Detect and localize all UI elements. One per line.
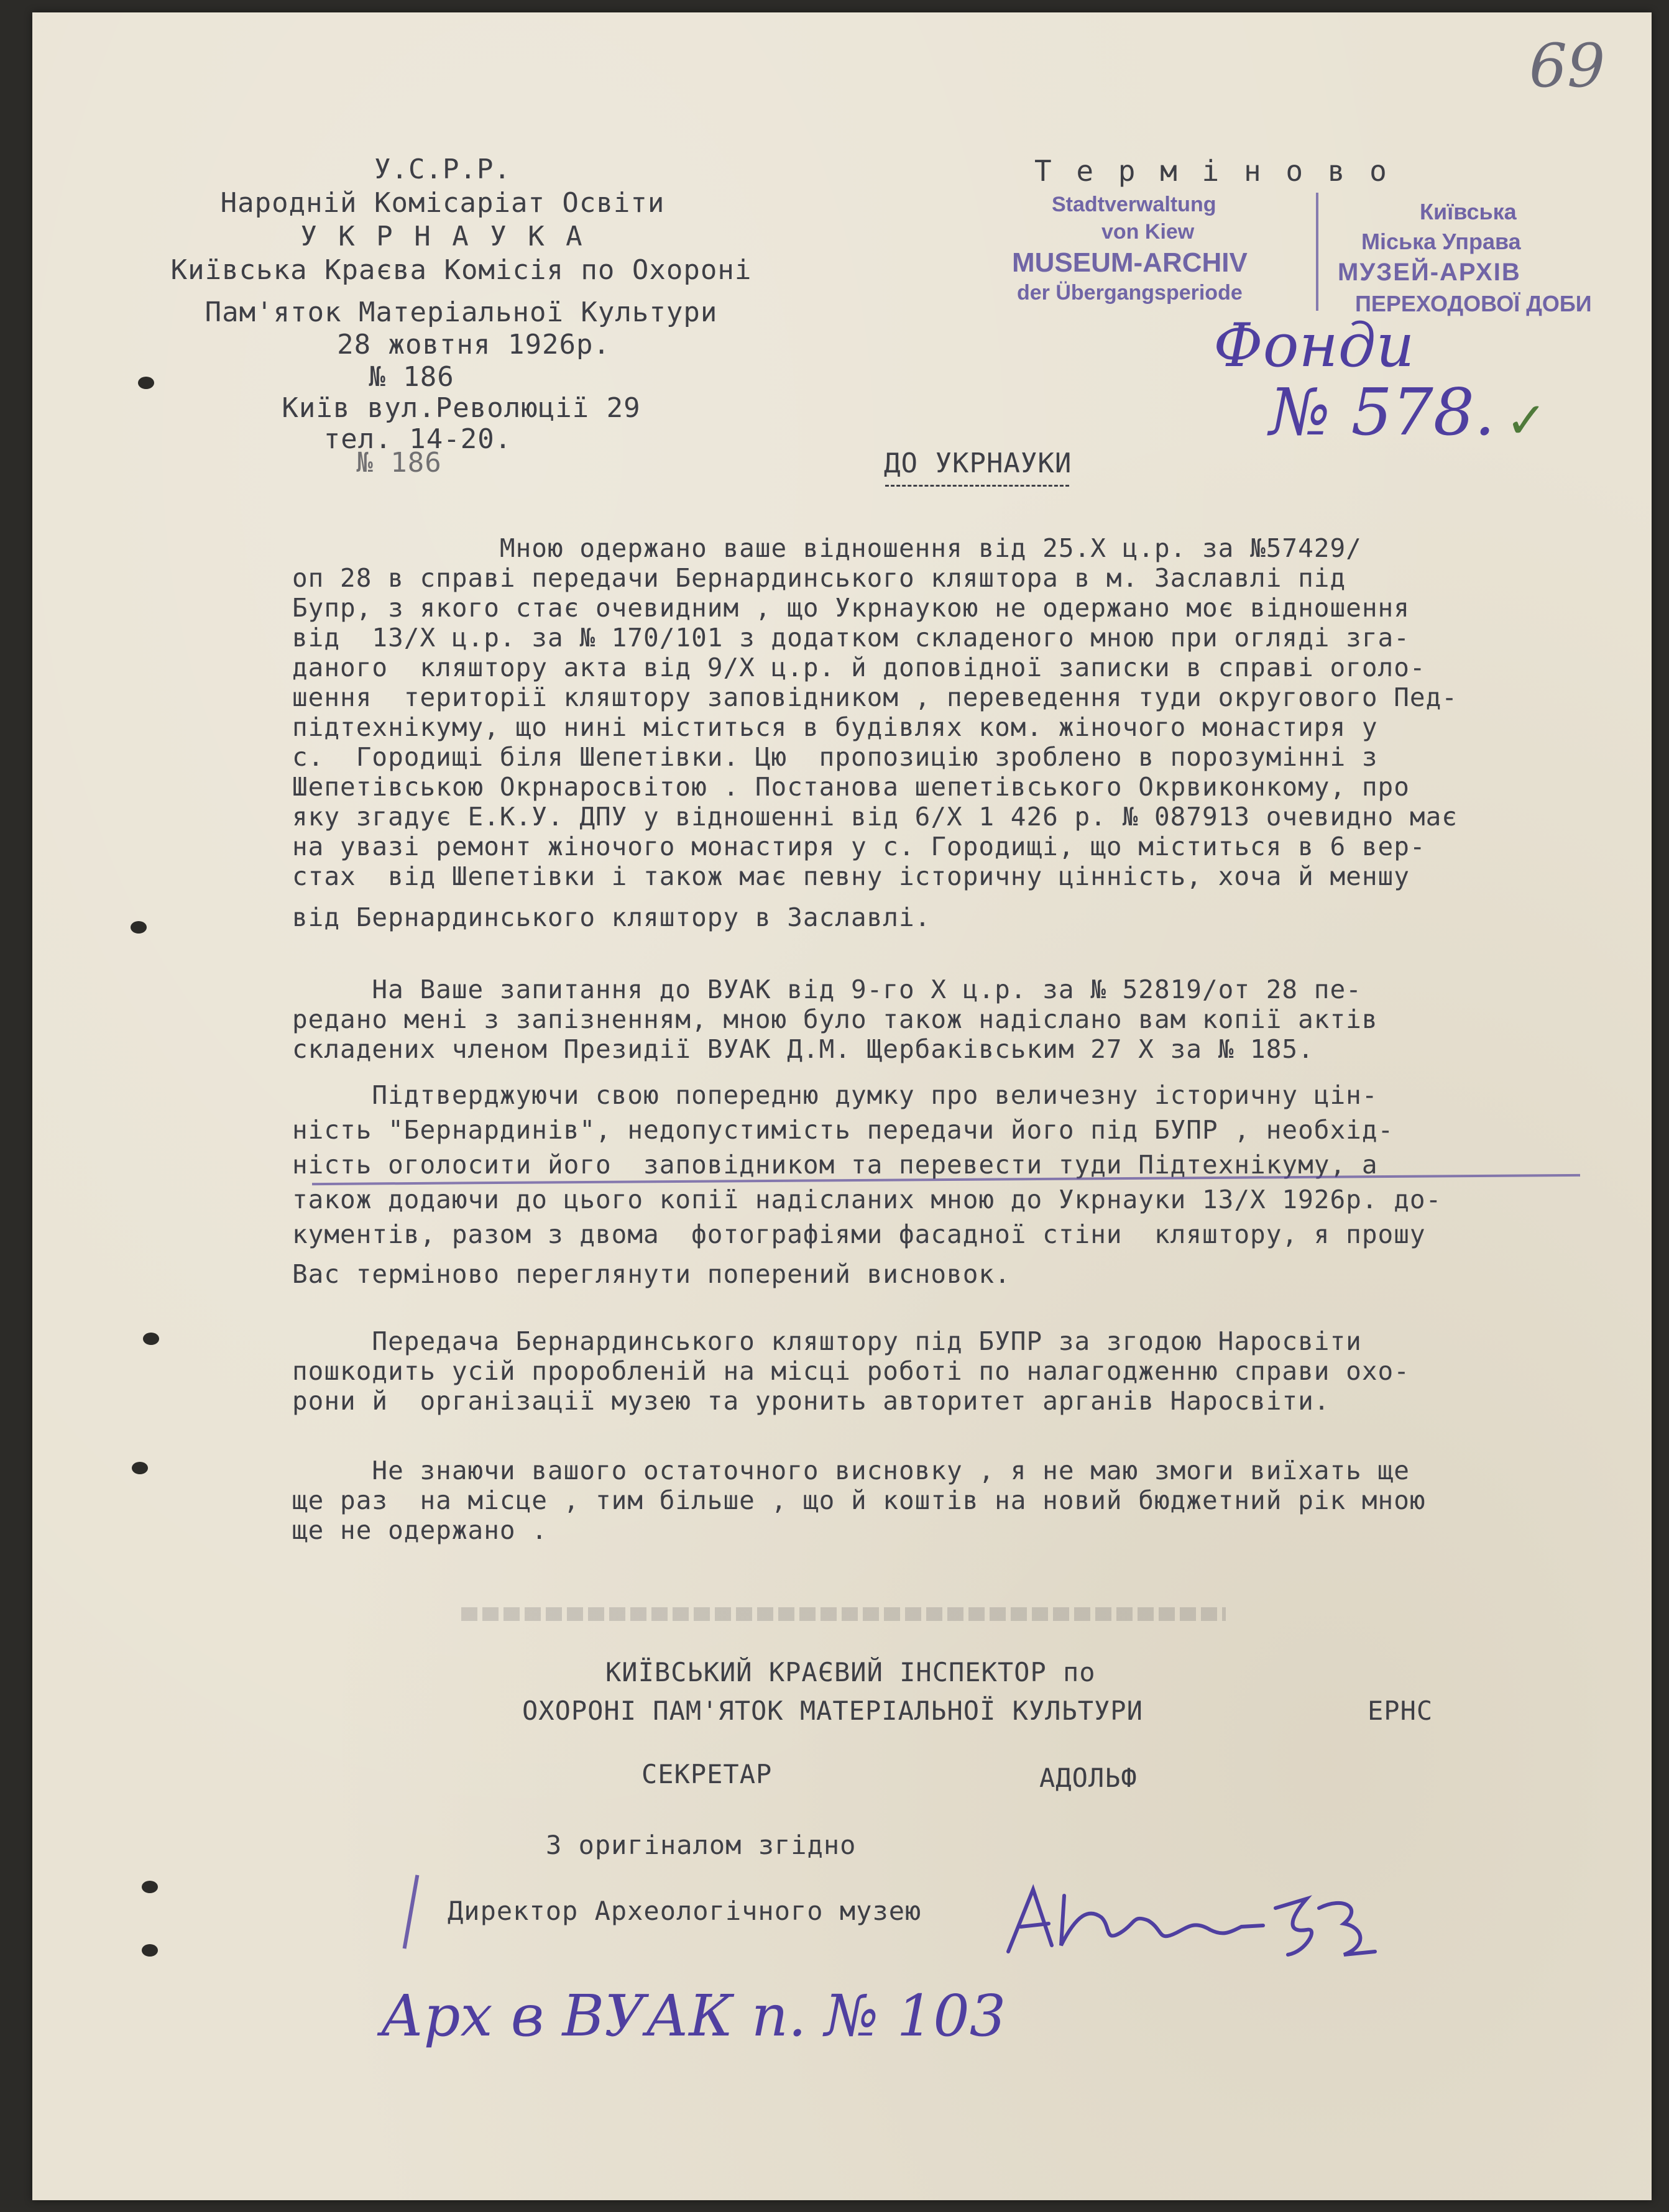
stamp-line: Міська Управа [1361, 229, 1521, 254]
binding-hole [138, 377, 154, 389]
inspector-name: ЕРНС [1368, 1696, 1433, 1726]
body-line: ність оголосити його заповідником та перевести туди Підтехнікуму, а [292, 1150, 1378, 1180]
handwritten-bracket [403, 1875, 420, 1948]
body-line: стах від Шепетівки і також має певну історичну цінність, хоча й меншу [292, 861, 1410, 891]
faint-typed-line [461, 1607, 1226, 1621]
body-line: від Бернардинського кляштору в Заславлі. [292, 902, 931, 932]
letterhead-number-stamped: № 186 [356, 447, 442, 479]
letterhead-number: № 186 [369, 361, 454, 393]
body-line: від 13/Х ц.р. за № 170/101 з додатком складеного мною при огляді зга- [292, 623, 1410, 653]
stamp-line: ПЕРЕХОДОВОЇ ДОБИ [1355, 291, 1592, 316]
body-line: кументів, разом з двома фотографіями фасадної стіни кляштору, я прошу [292, 1219, 1426, 1249]
secretary-name: АДОЛЬФ [1039, 1763, 1138, 1793]
inspector-title-2: ОХОРОНІ ПАМ'ЯТОК МАТЕРІАЛЬНОЇ КУЛЬТУРИ [522, 1696, 1143, 1726]
binding-hole [142, 1881, 158, 1893]
body-line: ще не одержано . [292, 1515, 548, 1545]
binding-hole [132, 1462, 148, 1474]
body-line: Бупр, з якого стає очевидним , що Укрнаукою не одержано моє відношення [292, 593, 1410, 623]
stamp-line: von Kiew [1101, 220, 1195, 244]
letterhead-line: Київська Краєва Комісія по Охороні [170, 254, 752, 286]
page-number: 69 [1529, 31, 1606, 101]
handwritten-fond-number: № 578. [1269, 374, 1496, 450]
body-line: Не знаючи вашого остаточного висновку , я не маю змоги виїхать ще [292, 1456, 1410, 1485]
body-line: На Ваше запитання до ВУАК від 9-го Х ц.р. за № 52819/от 28 пе- [292, 975, 1362, 1004]
body-line: Підтверджуючи свою попередню думку про величезну історичну цін- [292, 1080, 1378, 1110]
body-line: також додаючи до цього копії надісланих мною до Укрнауки 13/Х 1926р. до- [292, 1185, 1442, 1214]
document-sheet [32, 12, 1652, 2200]
handwritten-archive-note: Арх в ВУАК п. № 103 [380, 1983, 1006, 2049]
stamp-line: Київська [1420, 199, 1517, 224]
secretary-label: СЕКРЕТАР [641, 1759, 773, 1789]
body-line: рони й організації музею та уронить авторитет арганів Наросвіти. [292, 1386, 1330, 1416]
inspector-title-1: КИЇВСЬКИЙ КРАЄВИЙ ІНСПЕКТОР по [605, 1657, 1096, 1687]
addressee: ДО УКРНАУКИ [884, 447, 1072, 479]
body-line: с. Городищі біля Шепетівки. Цю пропозицію зроблено в порозумінні з [292, 742, 1378, 772]
stamp-line: МУЗЕЙ-АРХІВ [1338, 259, 1521, 286]
letterhead-line: У.С.Р.Р. [374, 154, 511, 185]
handwritten-signature [996, 1871, 1394, 1976]
addressee-underline [885, 485, 1069, 487]
body-line: оп 28 в справі передачи Бернардинського кляштора в м. Заславлі під [292, 563, 1346, 593]
letterhead-address: Київ вул.Революції 29 [282, 392, 641, 424]
stamp-line: der Übergangsperiode [1017, 281, 1243, 305]
letterhead-line: У К Р Н А У К А [300, 221, 585, 252]
binding-hole [131, 921, 147, 934]
binding-hole [143, 1333, 159, 1345]
letterhead-phone: тел. 14-20. [323, 423, 512, 455]
director-title: Директор Археологічного музею [448, 1896, 922, 1926]
body-line: Мною одержано ваше відношення від 25.Х ц.р. за №57429/ [292, 533, 1362, 563]
check-mark-icon: ✓ [1506, 392, 1548, 449]
body-line: редано мені з запізненням, мною було також надіслано вам копії актів [292, 1004, 1378, 1034]
body-line: яку згадує Е.К.У. ДПУ у відношенні від 6/Х 1 426 р. № 087913 очевидно має [292, 802, 1458, 832]
body-line: Шепетівською Окрнаросвітою . Постанова шепетівського Окрвиконкому, про [292, 772, 1410, 802]
body-line: шення території кляштору заповідником , переведення туди округового Пед- [292, 682, 1458, 712]
body-line: Передача Бернардинського кляштору під БУПР за згодою Наросвіти [292, 1326, 1362, 1356]
letterhead-line: Пам'яток Матеріальної Культури [205, 296, 718, 328]
handwritten-fond-label: Фонди [1213, 311, 1415, 380]
letterhead-line: Народній Комісаріат Освіти [220, 187, 665, 219]
urgency-label: Т е р м і н о в о [1034, 154, 1391, 188]
stamp-line: Stadtverwaltung [1052, 193, 1216, 216]
body-line: на увазі ремонт жіночого монастиря у с. Городищі, що міститься в 6 вер- [292, 832, 1426, 861]
body-line: Вас терміново переглянути поперений висновок. [292, 1259, 1011, 1289]
body-line: даного кляштору акта від 9/Х ц.р. й доповідної записки в справі оголо- [292, 653, 1426, 682]
body-line: підтехнікуму, що нині міститься в будівлях ком. жіночого монастиря у [292, 712, 1378, 742]
letterhead-date: 28 жовтня 1926р. [337, 329, 610, 360]
body-line: ще раз на місце , тим більше , що й коштів на новий бюджетний рік мною [292, 1485, 1426, 1515]
certified-copy-note: З оригіналом згідно [546, 1830, 857, 1860]
body-line: складених членом Президії ВУАК Д.М. Щербаківським 27 Х за № 185. [292, 1034, 1314, 1064]
stamp-divider [1316, 193, 1318, 311]
stamp-line: MUSEUM-ARCHIV [1012, 247, 1248, 278]
body-line: пошкодить усій проробленій на місці роботі по налагодженню справи охо- [292, 1356, 1410, 1386]
body-line: ність "Бернардинів", недопустимість передачи його під БУПР , необхід- [292, 1115, 1394, 1145]
binding-hole [142, 1944, 158, 1957]
